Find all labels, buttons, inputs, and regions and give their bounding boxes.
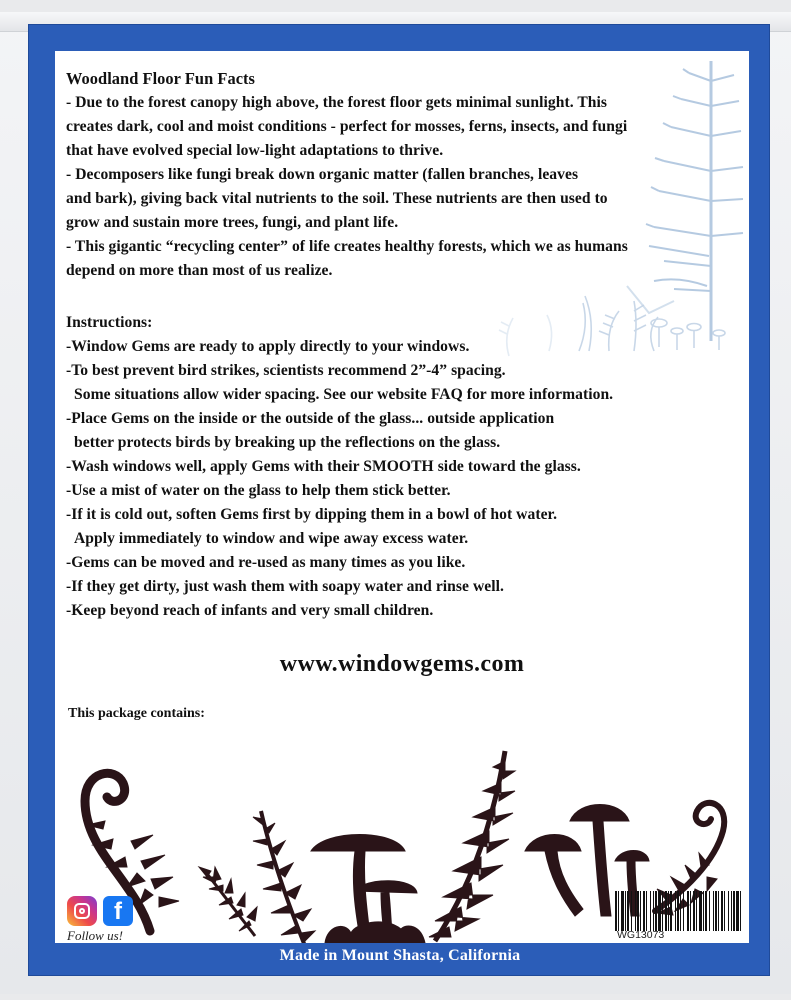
fun-fact-line: - This gigantic “recycling center” of life creates healthy forests, which we as humans — [66, 238, 628, 255]
fun-facts-heading: Woodland Floor Fun Facts — [66, 69, 255, 88]
white-panel — [55, 51, 749, 943]
package-card — [28, 24, 770, 976]
social-links — [67, 896, 157, 943]
mushroom-cluster-gem — [311, 835, 425, 944]
instructions-heading: Instructions: — [66, 314, 153, 331]
instruction-line: -Gems can be moved and re-used as many times as you like. — [66, 554, 466, 571]
instruction-line: -Place Gems on the inside or the outside of the glass... outside application — [66, 410, 555, 427]
small-fern-gem — [199, 867, 257, 936]
fun-fact-line: grow and sustain more trees, fungi, and plant life. — [66, 214, 399, 231]
fun-fact-line: that have evolved special low-light adaptations to thrive. — [66, 142, 444, 159]
sku-label: WG13073 — [617, 929, 665, 941]
instruction-line: -Keep beyond reach of infants and very small children. — [66, 602, 434, 619]
fun-fact-line: - Decomposers like fungi break down organic matter (fallen branches, leaves — [66, 166, 579, 183]
instruction-line-cold-weather: Apply immediately to window and wipe away excess water. — [74, 530, 469, 547]
fun-facts-section — [66, 67, 741, 283]
instagram-icon[interactable] — [67, 896, 97, 926]
instruction-line: Some situations allow wider spacing. See our website FAQ for more information. — [74, 386, 614, 403]
instructions-section — [66, 311, 741, 623]
facebook-icon[interactable]: f — [103, 896, 133, 926]
tall-fern-gem — [253, 811, 315, 943]
instruction-line-cold-weather: -If it is cold out, soften Gems first by dipping them in a bowl of hot water. — [66, 506, 558, 523]
follow-us-label: Follow us! — [67, 928, 123, 943]
instruction-line: better protects birds by breaking up the reflections on the glass. — [74, 434, 501, 451]
instruction-line: -Wash windows well, apply Gems with their SMOOTH side toward the glass. — [66, 458, 581, 475]
instruction-line: -Window Gems are ready to apply directly to your windows. — [66, 338, 470, 355]
made-in-label: Made in Mount Shasta, California — [279, 947, 521, 964]
instruction-line: -To best prevent bird strikes, scientists recommend 2”-4” spacing. — [66, 362, 506, 379]
instruction-line: -If they get dirty, just wash them with soapy water and rinse well. — [66, 578, 504, 595]
fun-fact-line: - Due to the forest canopy high above, the forest floor gets minimal sunlight. This — [66, 94, 607, 111]
fun-fact-line: creates dark, cool and moist conditions - perfect for mosses, ferns, insects, and fungi — [66, 118, 628, 135]
large-fern-gem — [429, 751, 515, 941]
instruction-line: -Use a mist of water on the glass to help them stick better. — [66, 482, 451, 499]
fun-fact-line: depend on more than most of us realize. — [66, 262, 333, 279]
fun-fact-line: and bark), giving back vital nutrients to the soil. These nutrients are then used to — [66, 190, 608, 207]
package-contains-label: This package contains: — [68, 706, 205, 721]
website-url: www.windowgems.com — [279, 651, 525, 677]
